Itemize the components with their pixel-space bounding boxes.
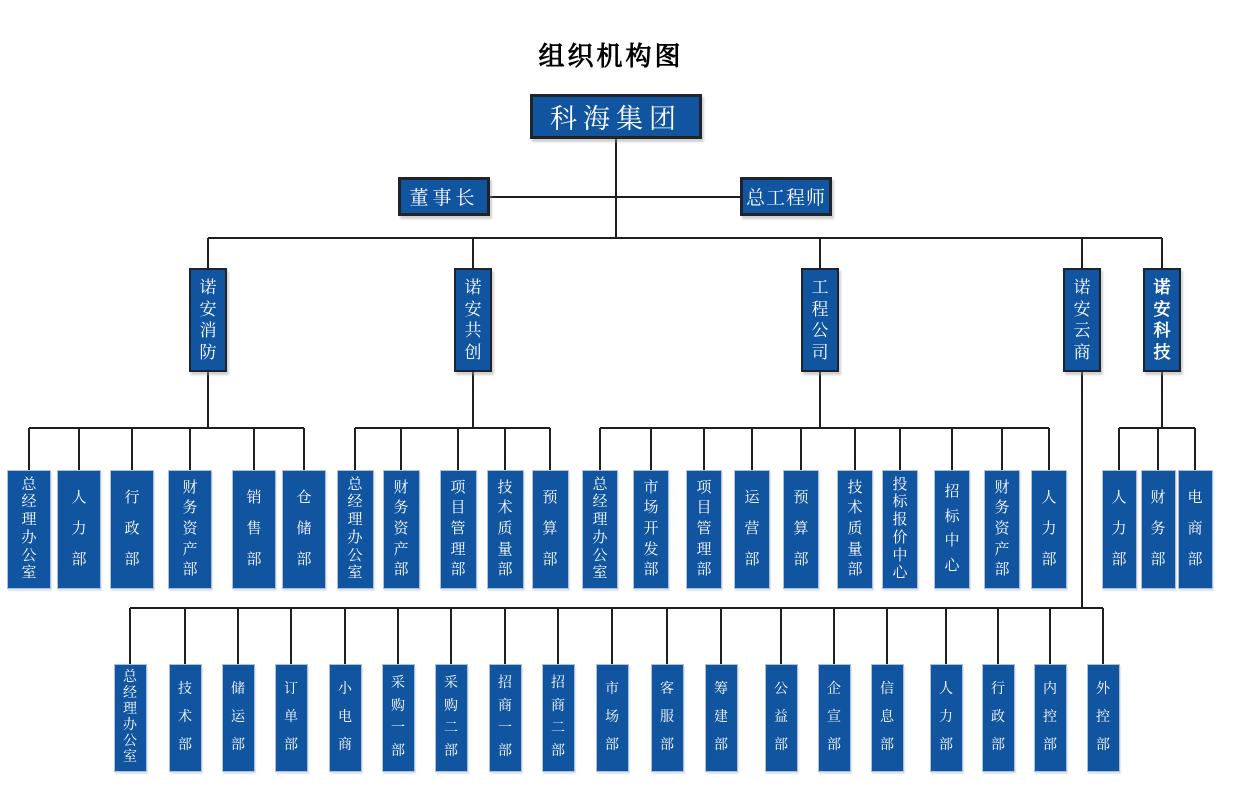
department-box: 总 经 理 办 公 室 — [7, 470, 51, 589]
department-box: 预 算 部 — [532, 470, 569, 589]
department-box: 筹 建 部 — [705, 664, 738, 772]
department-box: 人 力 部 — [930, 664, 963, 772]
department-box: 销 售 部 — [232, 470, 276, 589]
department-box: 招 商 二 部 — [542, 664, 575, 772]
division-box: 诺 安 消 防 — [189, 268, 227, 372]
department-box: 企 宣 部 — [818, 664, 851, 772]
department-box: 储 运 部 — [222, 664, 255, 772]
department-box: 公 益 部 — [765, 664, 798, 772]
department-box: 财 务 资 产 部 — [383, 470, 420, 589]
department-box: 技 术 质 量 部 — [487, 470, 524, 589]
officer-box-chief-engineer: 总工程师 — [740, 177, 832, 216]
department-box: 总 经 理 办 公 室 — [337, 470, 374, 589]
department-box: 招 标 中 心 — [934, 470, 970, 589]
department-box: 项 目 管 理 部 — [686, 470, 722, 589]
department-box: 运 营 部 — [734, 470, 770, 589]
division-box: 诺 安 云 商 — [1063, 268, 1101, 372]
department-box: 行 政 部 — [110, 470, 154, 589]
department-box: 信 息 部 — [871, 664, 904, 772]
department-box: 订 单 部 — [275, 664, 308, 772]
department-box: 市 场 开 发 部 — [633, 470, 669, 589]
department-box: 采 购 一 部 — [382, 664, 415, 772]
department-box: 市 场 部 — [596, 664, 629, 772]
department-box: 总 经 理 办 公 室 — [114, 664, 147, 772]
department-box: 财 务 部 — [1141, 470, 1176, 589]
page-title: 组织机构图 — [538, 41, 684, 71]
department-box: 行 政 部 — [982, 664, 1015, 772]
division-box: 诺 安 共 创 — [454, 268, 492, 372]
division-box: 诺 安 科 技 — [1143, 268, 1181, 372]
department-box: 人 力 部 — [1031, 470, 1067, 589]
department-box: 总 经 理 办 公 室 — [582, 470, 618, 589]
department-box: 仓 储 部 — [282, 470, 326, 589]
department-box: 预 算 部 — [783, 470, 819, 589]
department-box: 客 服 部 — [651, 664, 684, 772]
department-box: 财 务 资 产 部 — [984, 470, 1020, 589]
department-box: 财 务 资 产 部 — [168, 470, 212, 589]
department-box: 项 目 管 理 部 — [440, 470, 477, 589]
department-box: 采 购 二 部 — [435, 664, 468, 772]
department-box: 外 控 部 — [1087, 664, 1120, 772]
department-box: 技 术 质 量 部 — [837, 470, 873, 589]
department-box: 电 商 部 — [1178, 470, 1213, 589]
department-box: 人 力 部 — [1102, 470, 1137, 589]
officer-box-chairman: 董事长 — [398, 177, 490, 216]
division-box: 工 程 公 司 — [801, 268, 839, 372]
department-box: 内 控 部 — [1034, 664, 1067, 772]
department-box: 投 标 报 价 中 心 — [882, 470, 918, 589]
department-box: 人 力 部 — [57, 470, 101, 589]
department-box: 招 商 一 部 — [489, 664, 522, 772]
department-box: 小 电 商 — [329, 664, 362, 772]
root-box-group: 科海集团 — [530, 94, 702, 139]
department-box: 技 术 部 — [169, 664, 202, 772]
